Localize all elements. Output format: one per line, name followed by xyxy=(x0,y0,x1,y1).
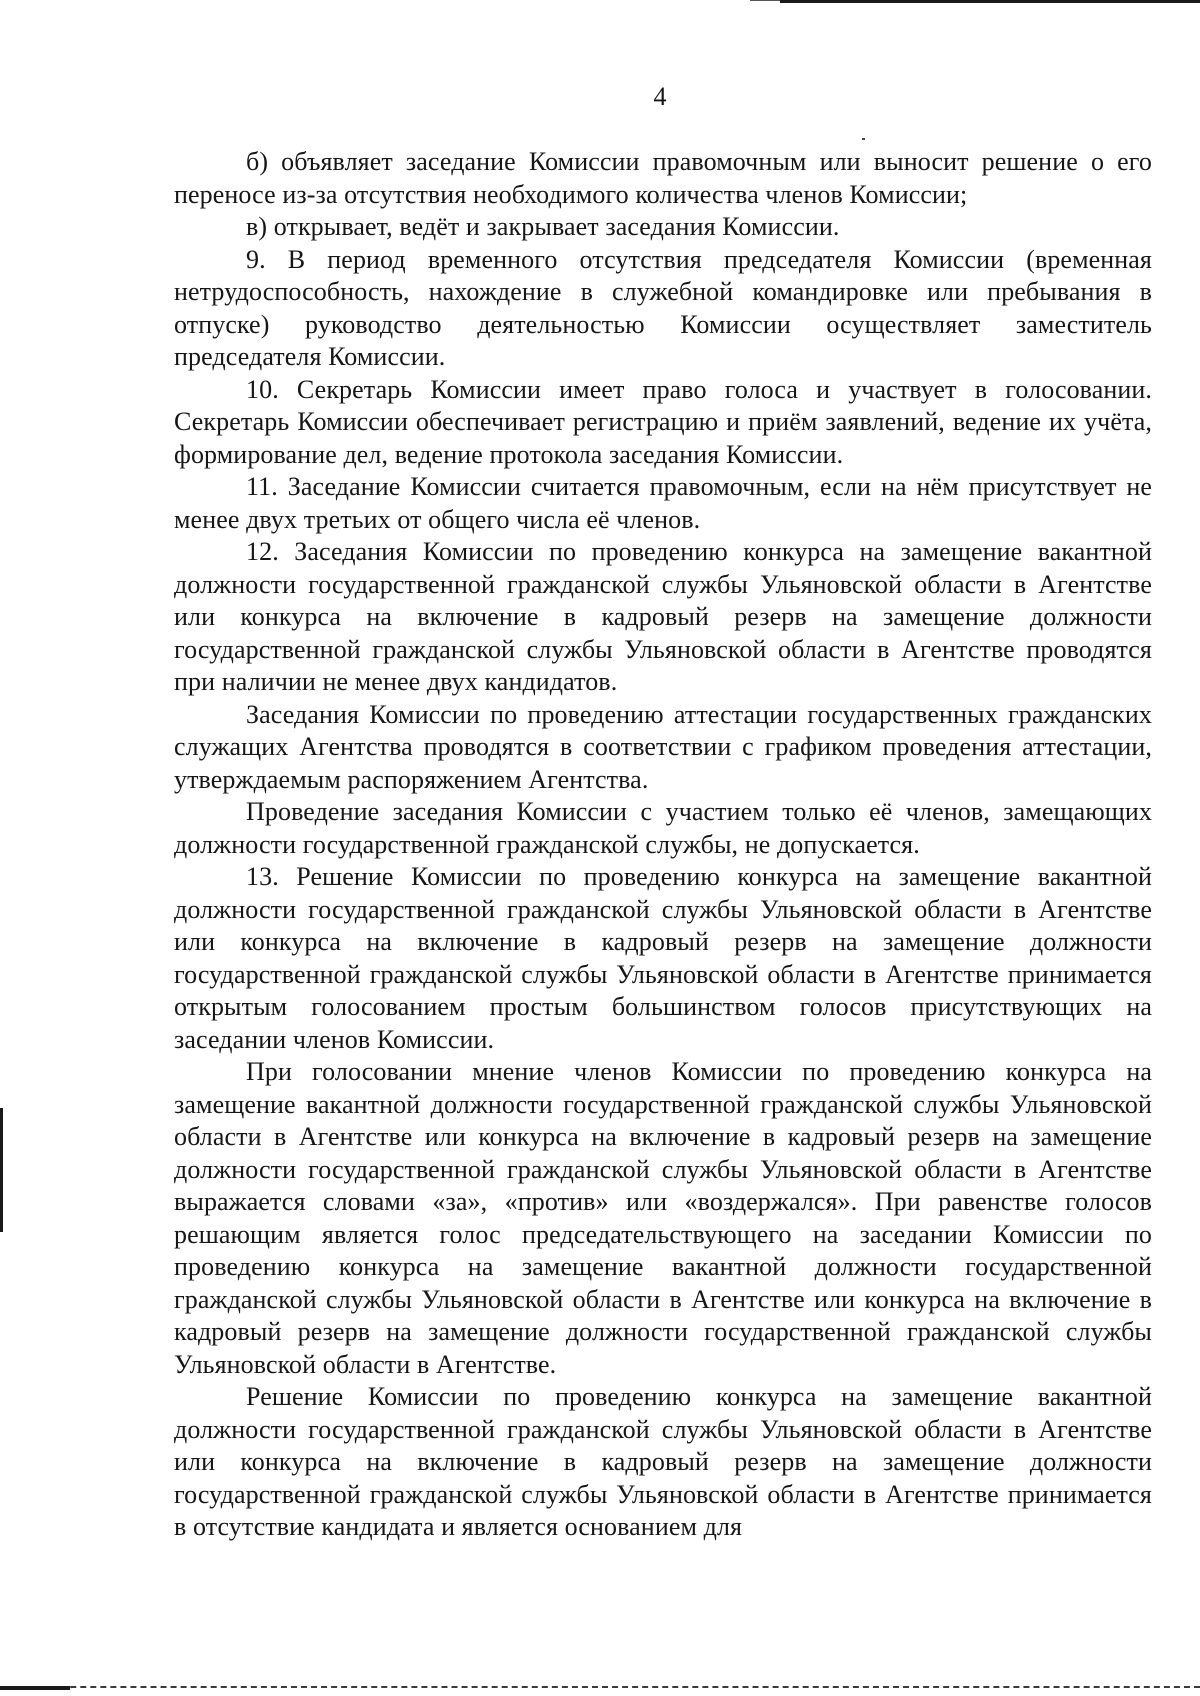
paragraph-12: 12. Заседания Комиссии по проведению конкурса на замещение вакантной должности государственной гражданской службы Ульяновской области в Агентстве или конкурса на включение в кадровый резерв на замещение должности государственной гражданской службы Ульяновской области в Агентстве проводятся при наличии не менее двух кандидатов. xyxy=(174,537,1152,696)
paragraph-12-attestation: Заседания Комиссии по проведению аттестации государственных гражданских служащих Агентства проводятся в соответствии с графиком проведения аттестации, утверждаемым распоряжением Агентства. xyxy=(174,699,1152,794)
paragraph-6v: в) открывает, ведёт и закрывает заседания Комиссии. xyxy=(246,212,840,241)
paragraph-13-voting: При голосовании мнение членов Комиссии по проведению конкурса на замещение вакантной должности государственной гражданской службы Ульяновской области в Агентстве или конкурса на включение в кадровый резерв на замещение должности государственной гражданской службы Ульяновской области в Агентстве выражается словами «за», «против» или «воздержался». При равенстве голосов решающим является голос председательствующего на заседании Комиссии по проведению конкурса на замещение вакантной должности государственной гражданской службы Ульяновской области в Агентстве или конкурса на включение в кадровый резерв на замещение должности государственной гражданской службы Ульяновской области в Агентстве. xyxy=(174,1057,1152,1379)
paragraph-12-members: Проведение заседания Комиссии с участием только её членов, замещающих должности государственной гражданской службы, не допускается. xyxy=(174,797,1152,859)
paragraph-9: 9. В период временного отсутствия председателя Комиссии (временная нетрудоспособность, нахождение в служебной командировке или пребывания в отпуске) руководство деятельностью Комиссии осуществляет заместитель председателя Комиссии. xyxy=(174,244,1152,371)
paragraph-13: 13. Решение Комиссии по проведению конкурса на замещение вакантной должности государственной гражданской службы Ульяновской области в Агентстве или конкурса на включение в кадровый резерв на замещение должности государственной гражданской службы Ульяновской области в Агентстве принимается открытым голосованием простым большинством голосов присутствующих на заседании членов Комиссии. xyxy=(174,862,1152,1054)
scan-edge-top xyxy=(780,0,1200,3)
paragraph-6b: б) объявляет заседание Комиссии правомочным или выносит решение о его переносе из-за отсутствия необходимого количества членов Комиссии; xyxy=(174,147,1152,209)
page-number: 4 xyxy=(653,82,667,111)
scan-edge-left xyxy=(0,1108,3,1232)
scan-edge-top-tick xyxy=(750,0,780,1)
scan-edge-bottom-corner xyxy=(0,1686,70,1690)
paragraph-10: 10. Секретарь Комиссии имеет право голоса и участвует в голосовании. Секретарь Комиссии обеспечивает регистрацию и приём заявлений, ведение их учёта, формирование дел, ведение протокола заседания Комиссии. xyxy=(174,374,1152,469)
paragraph-13-decision: Решение Комиссии по проведению конкурса на замещение вакантной должности государственной гражданской службы Ульяновской области в Агентстве или конкурса на включение в кадровый резерв на замещение должности государственной гражданской службы Ульяновской области в Агентстве принимается в отсутствие кандидата и является основанием для xyxy=(174,1382,1152,1541)
scan-edge-bottom xyxy=(0,1686,1200,1688)
body-text xyxy=(174,146,1152,1544)
paragraph-11: 11. Заседание Комиссии считается правомочным, если на нём присутствует не менее двух третьих от общего числа её членов. xyxy=(174,472,1152,534)
scan-speck xyxy=(862,138,865,140)
